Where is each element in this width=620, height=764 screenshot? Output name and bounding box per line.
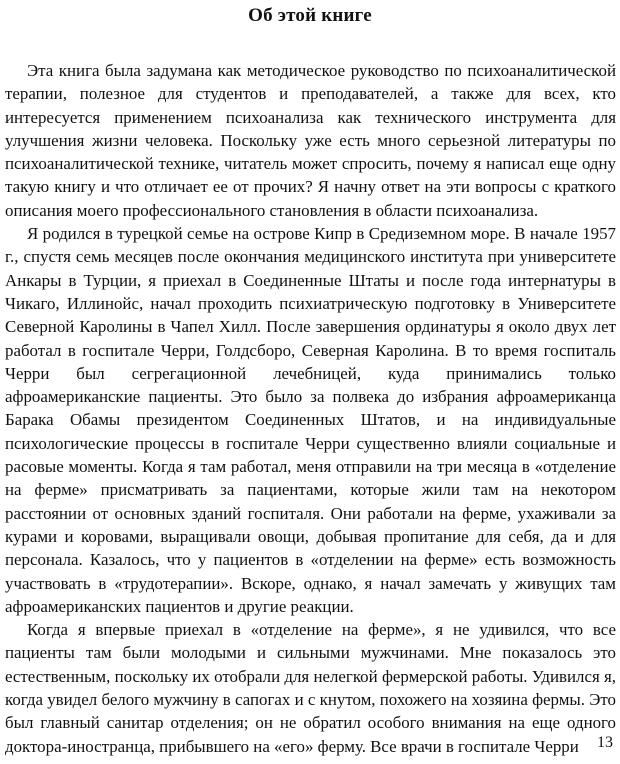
paragraph: Я родился в турецкой семье на острове Кипр в Средиземном море. В начале 1957 г., спустя семь месяцев после окончания медицинского института при университете Анкары в Турции, я приехал в Соединенные Штаты и после года интернатуры в Чикаго, Иллинойс, начал проходить психиатрическую подготовку в Университете Северной Каролины в Чапел Хилл. После завершения ординатуры я около двух лет работал в госпитале Черри, Голдсборо, Северная Каролина. В то время госпиталь Черри был сегрегационной лечебницей, куда принимались только афроамериканские пациенты. Это было за полвека до избрания афроамериканца Барака Обамы президентом Соединенных Штатов, и на индивидуальные психологические процессы в госпитале Черри существенно влияли социальные и расовые моменты. Когда я там работал, меня отправили на три месяца в «отделение на ферме» присматривать за пациентами, которые жили там на некотором расстоянии от основных зданий госпиталя. Они работали на ферме, ухаживали за курами и коровами, выращивали овощи, добывая пропитание для себя, да и для персонала. Казалось, что у пациентов в «отделении на ферме» есть возможность участвовать в «трудотерапии». Вскоре, однако, я начал замечать у живущих там афроамериканских пациентов и другие реакции. (5, 224, 616, 616)
paragraph: Когда я впервые приехал в «отделение на ферме», я не удивился, что все пациенты там были молодыми и сильными мужчинами. Мне показалось это естественным, поскольку их отобрали для нелегкой фермерской работы. Удивился я, когда увидел белого мужчину в сапогах и с кнутом, похожего на хозяина фермы. Это был главный санитар отделения; он не обратил особого внимания на еще одного доктора-иностранца, прибывшего на «его» ферму. Все врачи в госпитале Черри (5, 620, 616, 756)
page-number: 13 (597, 734, 613, 751)
body-text (5, 59, 616, 758)
paragraph: Эта книга была задумана как методическое руководство по психоаналитической терапии, полезное для студентов и преподавателей, а также для всех, кто интересуется применением психоанализа как технического инструмента для улучшения жизни человека. Поскольку уже есть много серьезной литературы по психоаналитической технике, читатель может спросить, почему я написал еще одну такую книгу и что отличает ее от прочих? Я начну ответ на эти вопросы с краткого описания моего профессионального становления в области психоанализа. (5, 61, 616, 220)
chapter-title: Об этой книге (248, 5, 372, 26)
